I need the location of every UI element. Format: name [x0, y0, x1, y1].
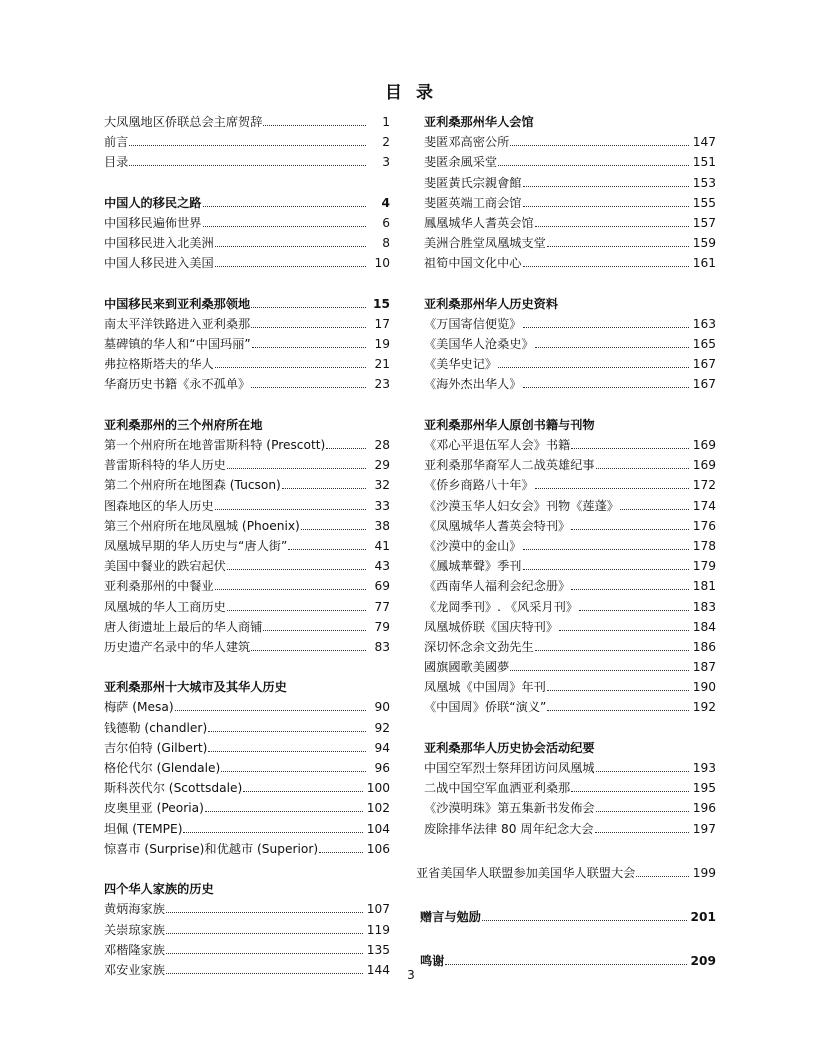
- toc-entry[interactable]: [104, 374, 390, 394]
- toc-entry-label: 《中国周》侨联“演义”: [424, 700, 547, 715]
- toc-entry-label: 黄炳海家族: [104, 902, 165, 917]
- dot-leader: [547, 709, 688, 711]
- toc-entry-page: 17: [374, 316, 390, 331]
- toc-entry-page: 21: [374, 357, 390, 372]
- toc-entry-label: 《沙漠中的金山》: [424, 538, 522, 553]
- toc-entry-label: 唐人街遗址上最后的华人商铺: [104, 619, 263, 634]
- toc-entry-label: 吉尔伯特 (Gilbert): [104, 740, 208, 755]
- toc-entry[interactable]: [104, 556, 390, 576]
- toc-entry-page: 209: [690, 954, 716, 969]
- toc-entry[interactable]: [424, 173, 716, 193]
- toc-entry-page: 6: [382, 215, 390, 230]
- toc-entry[interactable]: [424, 314, 716, 334]
- toc-entry[interactable]: [104, 233, 390, 253]
- dot-leader: [208, 730, 366, 732]
- dot-leader: [523, 185, 689, 187]
- toc-entry[interactable]: [104, 617, 390, 637]
- toc-entry-page: 77: [374, 599, 390, 614]
- toc-entry[interactable]: [104, 798, 390, 818]
- toc-entry[interactable]: [104, 718, 390, 738]
- toc-entry-label: 坦佩 (TEMPE): [104, 821, 183, 836]
- toc-section-heading[interactable]: [104, 294, 390, 314]
- toc-entry-label: 亚利桑那州华人原创书籍与刊物: [424, 417, 595, 432]
- toc-entry-page: 157: [692, 215, 716, 230]
- toc-entry-page: 3: [382, 155, 390, 170]
- toc-entry[interactable]: [424, 798, 716, 818]
- toc-entry-page: 100: [366, 781, 390, 796]
- toc-entry-label: 格伦代尔 (Glendale): [104, 761, 221, 775]
- dot-leader: [251, 386, 366, 388]
- dot-leader: [227, 609, 366, 611]
- toc-entry-page: 119: [366, 922, 390, 937]
- dot-leader: [523, 205, 689, 207]
- dot-leader: [221, 770, 366, 772]
- dot-leader: [263, 629, 366, 631]
- toc-entry-label: 《万国寄信便览》: [424, 316, 522, 331]
- dot-leader: [482, 919, 687, 921]
- toc-entry[interactable]: [104, 132, 390, 152]
- toc-entry[interactable]: [104, 839, 390, 859]
- toc-entry-page: 135: [366, 942, 390, 957]
- toc-entry[interactable]: [424, 455, 716, 475]
- toc-entry[interactable]: [424, 152, 716, 172]
- toc-entry[interactable]: [424, 637, 716, 657]
- toc-entry[interactable]: [424, 374, 716, 394]
- toc-entry-label: 亚利桑那州华人历史资料: [424, 296, 559, 311]
- toc-entry-label: 亚利桑那州华人会馆: [424, 115, 534, 129]
- toc-entry[interactable]: [424, 697, 716, 717]
- toc-entry-page: 161: [692, 256, 716, 271]
- dot-leader: [523, 548, 689, 550]
- dot-leader: [595, 831, 689, 833]
- dot-leader: [301, 528, 366, 530]
- toc-entry[interactable]: [104, 819, 390, 839]
- toc-entry-label: 美国中餐业的跌宕起伏: [104, 559, 226, 574]
- toc-entry-page: 32: [374, 478, 390, 493]
- toc-section-heading[interactable]: [424, 294, 716, 314]
- toc-entry[interactable]: [104, 597, 390, 617]
- toc-entry-page: 151: [692, 155, 716, 170]
- toc-entry-page: 2: [382, 135, 390, 150]
- toc-entry-label: 四个华人家族的历史: [104, 882, 214, 897]
- toc-entry-page: 1: [382, 115, 390, 129]
- toc-entry-label: 第二个州府所在地图森 (Tucson): [104, 478, 281, 493]
- toc-section-heading[interactable]: [104, 879, 390, 899]
- toc-entry-page: 192: [692, 700, 716, 715]
- dot-leader: [251, 306, 366, 308]
- toc-entry-label: 图森地区的华人历史: [104, 498, 214, 513]
- toc-entry-page: 163: [692, 316, 716, 331]
- toc-entry[interactable]: [104, 475, 390, 495]
- toc-entry-page: 159: [692, 236, 716, 251]
- section-gap: [424, 395, 716, 415]
- toc-entry-page: 28: [374, 438, 390, 452]
- toc-section-heading[interactable]: [104, 415, 390, 435]
- toc-entry-page: 15: [373, 296, 390, 311]
- toc-entry-page: 43: [374, 559, 390, 574]
- dot-leader: [571, 447, 688, 449]
- toc-entry-label: 赠言与勉励: [420, 909, 481, 924]
- toc-section-heading[interactable]: [424, 738, 716, 758]
- toc-entry[interactable]: [424, 496, 716, 516]
- toc-entry-label: 中国移民进入北美洲: [104, 236, 214, 251]
- toc-entry-label: 亚利桑那州十大城市及其华人历史: [104, 680, 287, 695]
- toc-entry-label: 皮奥里亚 (Peoria): [104, 801, 204, 816]
- toc-entry-page: 19: [374, 337, 390, 352]
- toc-entry[interactable]: [424, 576, 716, 596]
- toc-entry[interactable]: [104, 152, 390, 172]
- toc-entry-page: 196: [692, 801, 716, 816]
- toc-entry-label: 中国人的移民之路: [104, 195, 202, 210]
- section-gap: [104, 274, 390, 294]
- toc-entry-page: 179: [692, 559, 716, 574]
- toc-entry-label: 第一个州府所在地普雷斯科特 (Prescott): [104, 438, 326, 452]
- toc-entry-page: 169: [692, 458, 716, 473]
- toc-entry-label: 二战中国空军血洒亚利桑那: [424, 781, 571, 796]
- dot-leader: [571, 790, 688, 792]
- dot-leader: [282, 487, 366, 489]
- toc-entry-label: 中国移民来到亚利桑那领地: [104, 296, 251, 311]
- toc-entry-page: 10: [374, 256, 390, 271]
- toc-entry[interactable]: [424, 556, 716, 576]
- toc-entry[interactable]: [104, 940, 390, 960]
- toc-entry-label: 南太平洋铁路进入亚利桑那: [104, 316, 251, 331]
- dot-leader: [263, 124, 366, 126]
- toc-entry[interactable]: [424, 536, 716, 556]
- dot-leader: [510, 669, 688, 671]
- toc-entry[interactable]: [424, 233, 716, 253]
- toc-entry[interactable]: [104, 576, 390, 596]
- toc-entry-page: 181: [692, 579, 716, 594]
- dot-leader: [326, 447, 366, 449]
- toc-entry[interactable]: [104, 637, 390, 657]
- toc-entry-label: 《龙岡季刊》. 《风采月刊》: [424, 599, 578, 614]
- toc-entry-page: 104: [366, 821, 390, 836]
- section-gap: [104, 859, 390, 879]
- dot-leader: [535, 346, 689, 348]
- dot-leader: [208, 750, 366, 752]
- toc-entry-page: 96: [374, 761, 390, 775]
- toc-entry[interactable]: [104, 920, 390, 940]
- toc-entry-page: 169: [692, 438, 716, 452]
- toc-entry[interactable]: [104, 213, 390, 233]
- toc-entry[interactable]: [424, 213, 716, 233]
- toc-entry[interactable]: [424, 819, 716, 839]
- toc-entry-page: 167: [692, 377, 716, 392]
- toc-entry-page: 195: [692, 781, 716, 796]
- toc-entry-label: 斐匿邓高密公所: [424, 135, 510, 150]
- dot-leader: [227, 568, 366, 570]
- toc-entry[interactable]: [424, 758, 716, 778]
- toc-entry-label: 历史遗产名录中的华人建筑: [104, 639, 251, 654]
- toc-entry-page: 29: [374, 458, 390, 473]
- toc-entry-label: 亚省美国华人联盟参加美国华人联盟大会: [416, 865, 636, 880]
- toc-entry-label: 凤凰城的华人工商历史: [104, 599, 226, 614]
- toc-entry-page: 165: [692, 337, 716, 352]
- toc-entry-label: 关崇琼家族: [104, 922, 165, 937]
- toc-entry-page: 201: [690, 909, 716, 924]
- toc-entry[interactable]: [424, 334, 716, 354]
- toc-entry[interactable]: [104, 738, 390, 758]
- toc-entry[interactable]: [104, 112, 390, 132]
- dot-leader: [535, 225, 689, 227]
- toc-entry-label: 《沙漠明珠》第五集新书发佈会: [424, 801, 595, 816]
- toc-entry-page: 193: [692, 761, 716, 775]
- toc-entry-label: 國旗國歌美國夢: [424, 660, 510, 675]
- dot-leader: [288, 548, 366, 550]
- toc-entry-label: 深切怀念余文劲先生: [424, 639, 534, 654]
- toc-entry-page: 167: [692, 357, 716, 372]
- dot-leader: [215, 588, 366, 590]
- toc-entry-label: 斐匿英端工商会馆: [424, 195, 522, 210]
- toc-entry-label: 凤凰城《中国周》年刊: [424, 680, 546, 695]
- dot-leader: [596, 770, 689, 772]
- dot-leader: [596, 810, 689, 812]
- section-gap: [104, 657, 390, 677]
- toc-entry[interactable]: [104, 697, 390, 717]
- dot-leader: [203, 205, 367, 207]
- section-gap: [104, 173, 390, 193]
- toc-entry[interactable]: [104, 435, 390, 455]
- toc-entry-label: 前言: [104, 135, 129, 150]
- dot-leader: [510, 144, 688, 146]
- dot-leader: [129, 164, 366, 166]
- toc-entry-page: 90: [374, 700, 390, 715]
- toc-entry[interactable]: [104, 354, 390, 374]
- toc-entry-label: 邓楷隆家族: [104, 942, 165, 957]
- toc-entry-label: 美洲合胜堂凤凰城支堂: [424, 236, 546, 251]
- toc-section-heading[interactable]: [420, 907, 716, 927]
- toc-entry-label: 墓碑镇的华人和“中国玛丽”: [104, 337, 251, 352]
- toc-entry-label: 《沙漠玉华人妇女会》刊物《莲蓬》: [424, 498, 619, 513]
- toc-entry[interactable]: [424, 617, 716, 637]
- dot-leader: [579, 609, 689, 611]
- dot-leader: [523, 568, 689, 570]
- toc-entry-page: 106: [366, 841, 390, 856]
- toc-entry[interactable]: [424, 475, 716, 495]
- toc-entry[interactable]: [104, 516, 390, 536]
- toc-entry-page: 8: [382, 236, 390, 251]
- toc-entry-label: 《鳳城華聲》季刊: [424, 559, 522, 574]
- toc-left-column: [104, 112, 390, 980]
- toc-entry-label: 《西南华人福利会纪念册》: [424, 579, 571, 594]
- toc-section-heading[interactable]: [424, 112, 716, 132]
- toc-entry[interactable]: [104, 496, 390, 516]
- toc-entry-label: 鳳凰城华人耆英会馆: [424, 215, 534, 230]
- dot-leader: [547, 689, 689, 691]
- toc-entry-label: 《邓心平退伍军人会》书籍: [424, 438, 571, 452]
- toc-entry-label: 中国人移民进入美国: [104, 256, 214, 271]
- toc-entry-page: 38: [374, 518, 390, 533]
- toc-entry-page: 79: [374, 619, 390, 634]
- dot-leader: [498, 366, 689, 368]
- toc-entry-page: 102: [366, 801, 390, 816]
- section-gap: [424, 718, 716, 738]
- toc-entry-page: 172: [692, 478, 716, 493]
- toc-entry-label: 斐匿黃氏宗親會館: [424, 175, 522, 190]
- toc-entry-page: 33: [374, 498, 390, 513]
- toc-entry-page: 176: [692, 518, 716, 533]
- toc-entry-page: 92: [374, 720, 390, 735]
- toc-entry-label: 邓安业家族: [104, 962, 165, 977]
- toc-entry-label: 亚利桑那州的中餐业: [104, 579, 214, 594]
- dot-leader: [445, 963, 686, 965]
- toc-entry[interactable]: [424, 677, 716, 697]
- toc-entry-label: 《侨乡商路八十年》: [424, 478, 534, 493]
- dot-leader: [523, 326, 689, 328]
- toc-entry[interactable]: [424, 253, 716, 273]
- toc-entry-page: 69: [374, 579, 390, 594]
- toc-entry[interactable]: [104, 314, 390, 334]
- toc-entry-label: 惊喜市 (Surprise)和优越市 (Superior): [104, 841, 319, 856]
- toc-entry[interactable]: [424, 132, 716, 152]
- toc-entry-page: 174: [692, 498, 716, 513]
- toc-entry[interactable]: [424, 597, 716, 617]
- toc-right-column: [416, 112, 716, 971]
- toc-entry-label: 废除排华法律 80 周年纪念大会: [424, 821, 594, 836]
- toc-entry-page: 199: [692, 865, 716, 880]
- dot-leader: [215, 366, 366, 368]
- toc-entry-label: 弗拉格斯塔夫的华人: [104, 357, 214, 372]
- toc-entry-label: 普雷斯科特的华人历史: [104, 458, 226, 473]
- page-number: 3: [407, 968, 415, 982]
- dot-leader: [523, 265, 689, 267]
- toc-entry-label: 《凤凰城华人耆英会特刊》: [424, 518, 571, 533]
- toc-entry-label: 亚利桑那州的三个州府所在地: [104, 417, 263, 432]
- dot-leader: [559, 629, 689, 631]
- toc-entry[interactable]: [424, 354, 716, 374]
- dot-leader: [166, 932, 363, 934]
- dot-leader: [252, 346, 366, 348]
- toc-entry[interactable]: [104, 334, 390, 354]
- toc-entry-label: 斯科茨代尔 (Scottsdale): [104, 781, 243, 796]
- toc-entry[interactable]: [104, 253, 390, 273]
- toc-entry-label: 梅萨 (Mesa): [104, 700, 174, 715]
- dot-leader: [251, 649, 366, 651]
- toc-title: 目 录: [385, 83, 437, 103]
- toc-entry-page: 184: [692, 619, 716, 634]
- toc-entry-label: 中国空军烈士祭拜团访问凤凰城: [424, 761, 595, 775]
- dot-leader: [547, 245, 689, 247]
- toc-entry-page: 153: [692, 175, 716, 190]
- toc-entry[interactable]: [424, 516, 716, 536]
- toc-entry[interactable]: [416, 863, 716, 883]
- dot-leader: [636, 875, 688, 877]
- dot-leader: [215, 265, 366, 267]
- dot-leader: [498, 164, 689, 166]
- toc-entry-page: 186: [692, 639, 716, 654]
- toc-entry-page: 83: [374, 639, 390, 654]
- dot-leader: [215, 508, 366, 510]
- toc-entry-label: 亚利桑那华人历史协会活动纪要: [424, 740, 595, 755]
- dot-leader: [523, 386, 689, 388]
- toc-entry[interactable]: [104, 778, 390, 798]
- toc-entry-label: 钱德勒 (chandler): [104, 720, 208, 735]
- toc-entry-page: 183: [692, 599, 716, 614]
- toc-entry-page: 41: [374, 538, 390, 553]
- toc-entry[interactable]: [104, 455, 390, 475]
- toc-entry-label: 华裔历史书籍《永不孤单》: [104, 377, 251, 392]
- dot-leader: [535, 649, 689, 651]
- dot-leader: [227, 467, 366, 469]
- toc-entry-page: 190: [692, 680, 716, 695]
- dot-leader: [129, 144, 366, 146]
- dot-leader: [596, 467, 689, 469]
- toc-entry-page: 197: [692, 821, 716, 836]
- toc-section-heading[interactable]: [424, 415, 716, 435]
- toc-entry-label: 中国移民遍佈世界: [104, 215, 202, 230]
- toc-entry-page: 187: [692, 660, 716, 675]
- toc-entry-label: 目录: [104, 155, 129, 170]
- toc-entry[interactable]: [104, 536, 390, 556]
- toc-entry-label: 《美华史记》: [424, 357, 498, 372]
- section-gap: [424, 883, 716, 907]
- section-gap: [104, 395, 390, 415]
- dot-leader: [183, 831, 362, 833]
- toc-entry-page: 178: [692, 538, 716, 553]
- dot-leader: [243, 790, 363, 792]
- toc-entry-label: 大凤凰地区侨联总会主席贺辞: [104, 115, 263, 129]
- toc-entry-page: 144: [366, 962, 390, 977]
- toc-entry[interactable]: [424, 193, 716, 213]
- toc-entry[interactable]: [424, 778, 716, 798]
- toc-entry-label: 祖筍中国文化中心: [424, 256, 522, 271]
- toc-entry-page: 107: [366, 902, 390, 917]
- dot-leader: [166, 952, 363, 954]
- dot-leader: [319, 851, 363, 853]
- toc-entry[interactable]: [424, 657, 716, 677]
- section-gap: [424, 839, 716, 863]
- dot-leader: [571, 528, 688, 530]
- dot-leader: [571, 588, 688, 590]
- section-gap: [424, 927, 716, 951]
- dot-leader: [215, 245, 366, 247]
- toc-entry-page: 155: [692, 195, 716, 210]
- toc-entry[interactable]: [104, 758, 390, 778]
- dot-leader: [620, 508, 689, 510]
- section-gap: [424, 274, 716, 294]
- toc-entry-label: 第三个州府所在地凤凰城 (Phoenix): [104, 518, 300, 533]
- toc-entry-label: 《美国华人沧桑史》: [424, 337, 534, 352]
- toc-entry-page: 147: [692, 135, 716, 150]
- toc-entry-page: 4: [381, 195, 390, 210]
- toc-entry-label: 《海外杰出华人》: [424, 377, 522, 392]
- toc-entry-label: 凤凰城侨联《国庆特刊》: [424, 619, 559, 634]
- dot-leader: [175, 709, 366, 711]
- toc-section-heading[interactable]: [104, 193, 390, 213]
- toc-entry-page: 23: [374, 377, 390, 392]
- dot-leader: [251, 326, 366, 328]
- dot-leader: [535, 487, 689, 489]
- toc-entry-label: 鸣谢: [420, 954, 445, 969]
- toc-entry[interactable]: [104, 899, 390, 919]
- toc-section-heading[interactable]: [104, 677, 390, 697]
- toc-entry-label: 亚利桑那华裔军人二战英雄纪事: [424, 458, 595, 473]
- toc-entry-page: 94: [374, 740, 390, 755]
- toc-entry[interactable]: [424, 435, 716, 455]
- dot-leader: [166, 911, 363, 913]
- toc-entry-label: 凤凰城早期的华人历史与“唐人街”: [104, 538, 288, 553]
- dot-leader: [203, 225, 367, 227]
- dot-leader: [205, 810, 363, 812]
- toc-entry-label: 斐匿余風采堂: [424, 155, 498, 170]
